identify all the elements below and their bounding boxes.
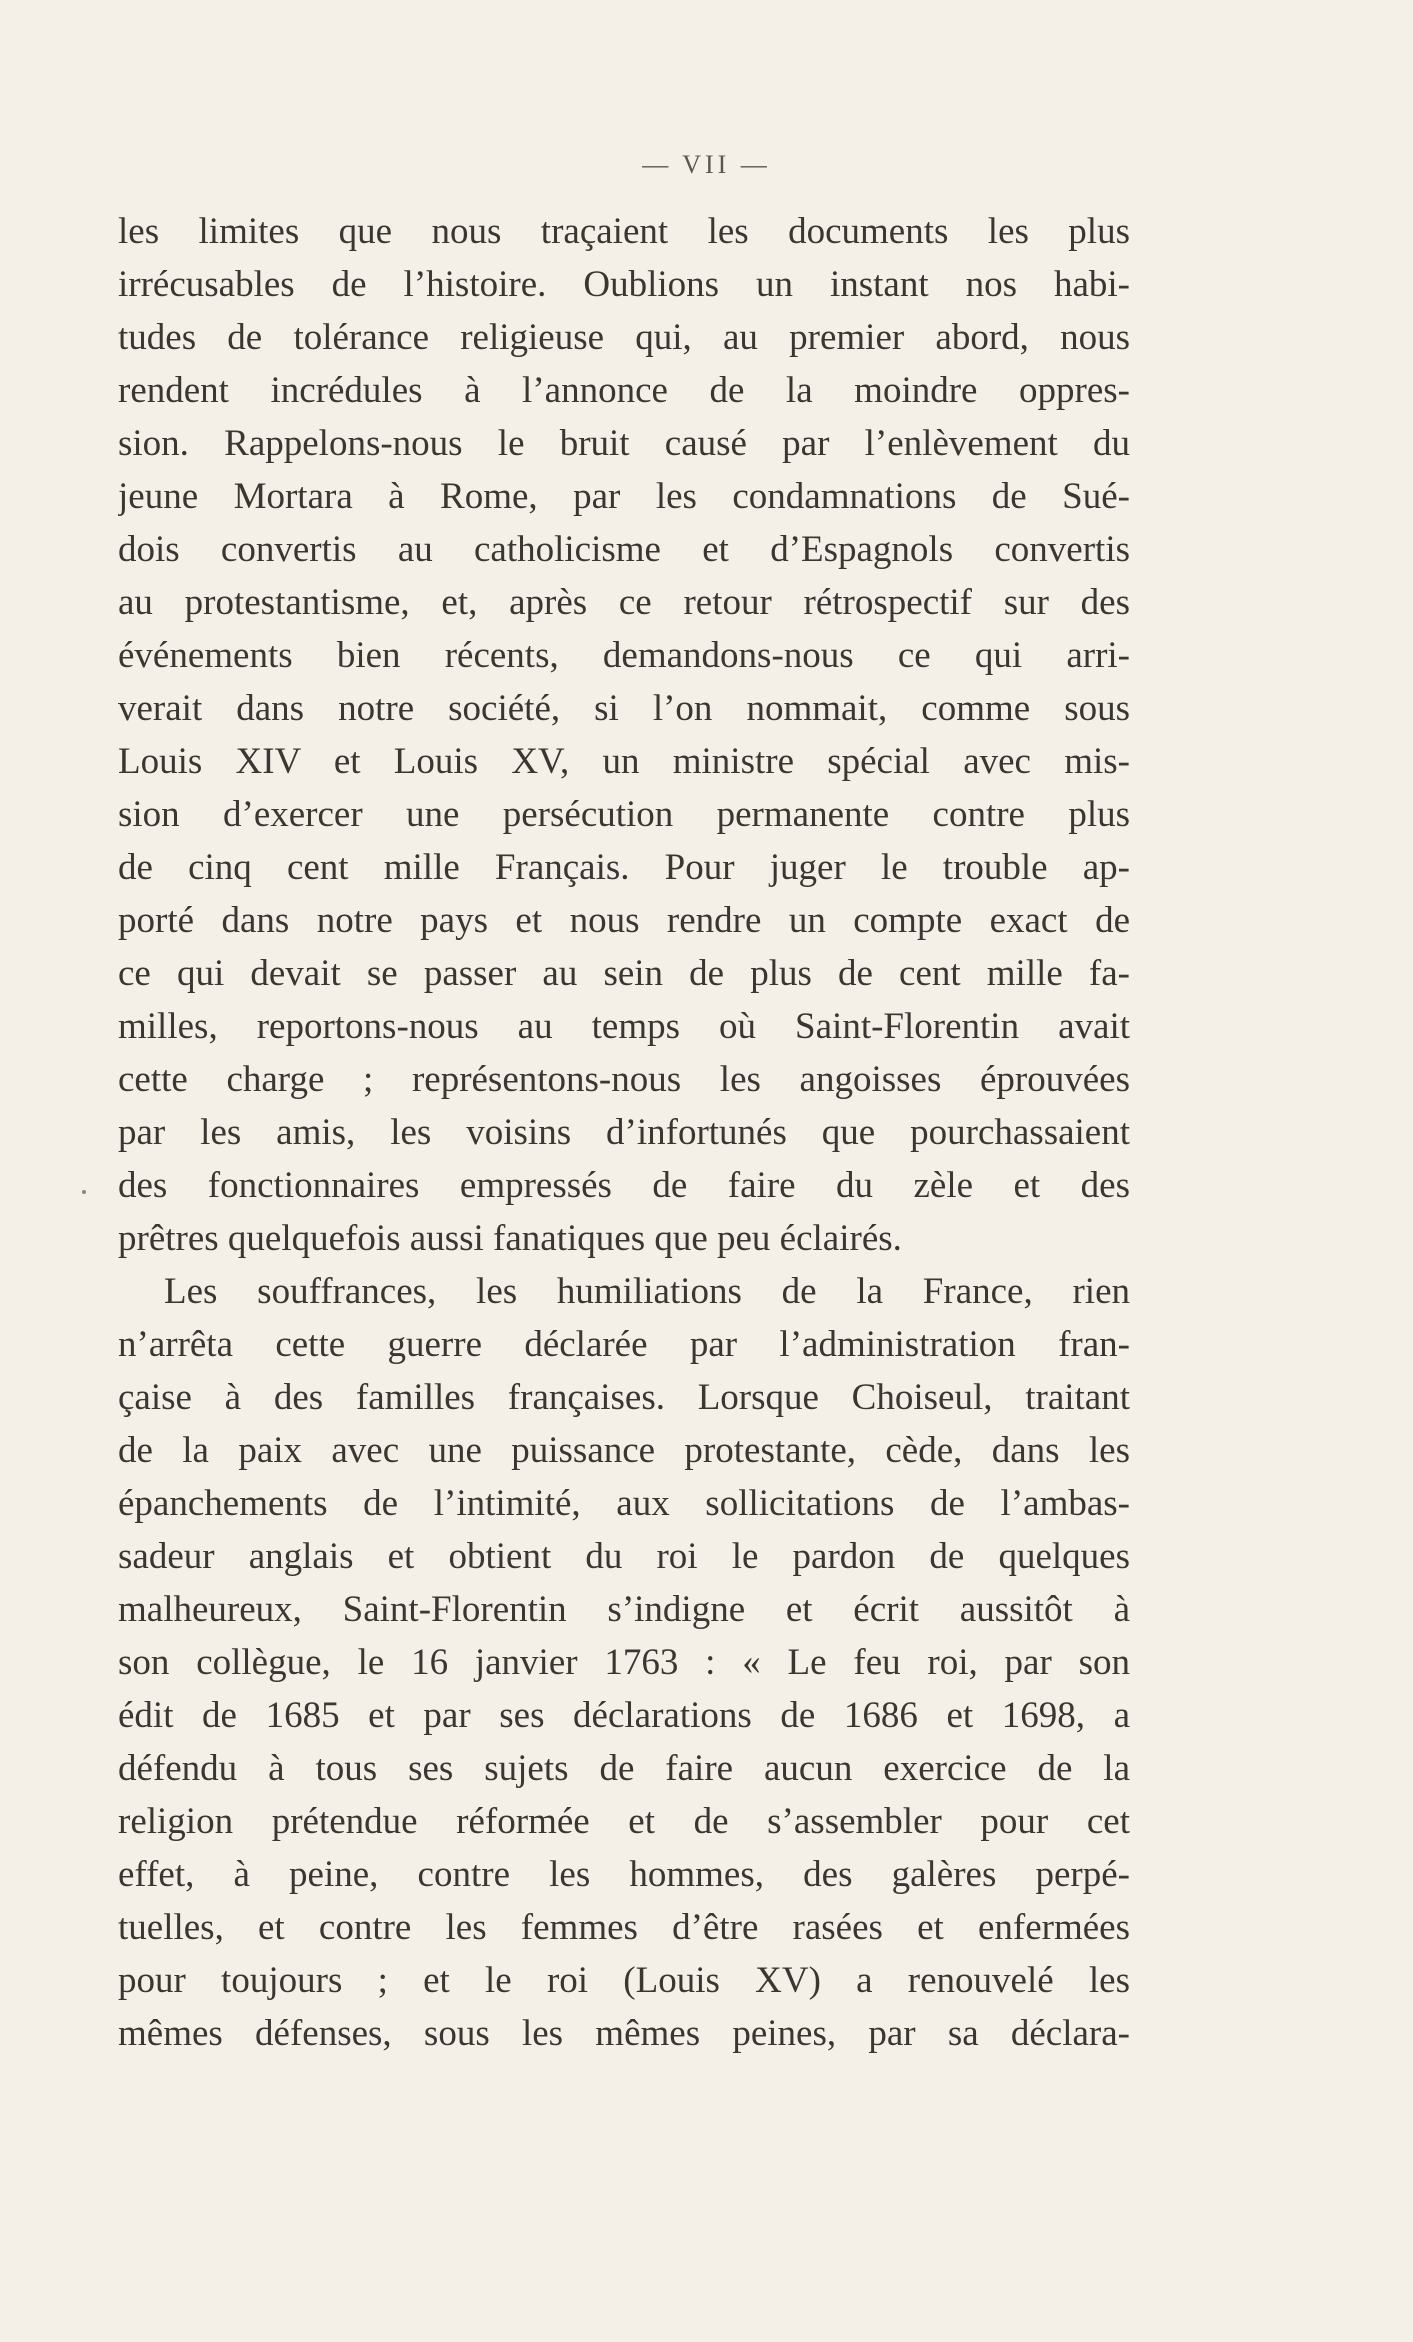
- text-line: de la paix avec une puissance protestante, cède, dans les: [118, 1430, 1130, 1471]
- text-line: milles, reportons-nous au temps où Saint-Florentin avait: [118, 1006, 1130, 1047]
- text-line: sadeur anglais et obtient du roi le pardon de quelques: [118, 1536, 1130, 1577]
- text-line: événements bien récents, demandons-nous ce qui arri-: [118, 635, 1130, 676]
- text-line: tudes de tolérance religieuse qui, au premier abord, nous: [118, 317, 1130, 358]
- text-line: édit de 1685 et par ses déclarations de 1686 et 1698, a: [118, 1695, 1130, 1736]
- text-line: épanchements de l’intimité, aux sollicitations de l’ambas-: [118, 1483, 1130, 1524]
- text-line: n’arrêta cette guerre déclarée par l’administration fran-: [118, 1324, 1130, 1365]
- text-line: pour toujours ; et le roi (Louis XV) a renouvelé les: [118, 1960, 1130, 2001]
- text-line: Louis XIV et Louis XV, un ministre spécial avec mis-: [118, 741, 1130, 782]
- text-line: dois convertis au catholicisme et d’Espagnols convertis: [118, 529, 1130, 570]
- text-line: défendu à tous ses sujets de faire aucun exercice de la: [118, 1748, 1130, 1789]
- text-line: effet, à peine, contre les hommes, des galères perpé-: [118, 1854, 1130, 1895]
- text-line: irrécusables de l’histoire. Oublions un instant nos habi-: [118, 264, 1130, 305]
- text-line: sion d’exercer une persécution permanente contre plus: [118, 794, 1130, 835]
- page-number: — VII —: [642, 150, 771, 179]
- text-line: des fonctionnaires empressés de faire du zèle et des: [118, 1165, 1130, 1206]
- text-line: tuelles, et contre les femmes d’être rasées et enfermées: [118, 1907, 1130, 1948]
- text-line: cette charge ; représentons-nous les angoisses éprouvées: [118, 1059, 1130, 1100]
- text-line: prêtres quelquefois aussi fanatiques que peu éclairés.: [118, 1218, 902, 1259]
- text-line: porté dans notre pays et nous rendre un compte exact de: [118, 900, 1130, 941]
- text-line: mêmes défenses, sous les mêmes peines, par sa déclara-: [118, 2013, 1130, 2054]
- text-line: verait dans notre société, si l’on nommait, comme sous: [118, 688, 1130, 729]
- text-line: rendent incrédules à l’annonce de la moindre oppres-: [118, 370, 1130, 411]
- text-line: son collègue, le 16 janvier 1763 : « Le feu roi, par son: [118, 1642, 1130, 1683]
- text-line: les limites que nous traçaient les documents les plus: [118, 211, 1130, 252]
- text-line: ce qui devait se passer au sein de plus de cent mille fa-: [118, 953, 1130, 994]
- text-line: religion prétendue réformée et de s’assembler pour cet: [118, 1801, 1130, 1842]
- text-line: Les souffrances, les humiliations de la France, rien: [164, 1271, 1130, 1312]
- text-line: de cinq cent mille Français. Pour juger le trouble ap-: [118, 847, 1130, 888]
- margin-speck: [82, 1190, 86, 1194]
- text-line: malheureux, Saint-Florentin s’indigne et écrit aussitôt à: [118, 1589, 1130, 1630]
- text-line: au protestantisme, et, après ce retour rétrospectif sur des: [118, 582, 1130, 623]
- body-text: [118, 205, 1130, 2060]
- text-line: jeune Mortara à Rome, par les condamnations de Sué-: [118, 476, 1130, 517]
- text-line: par les amis, les voisins d’infortunés que pourchassaient: [118, 1112, 1130, 1153]
- text-line: çaise à des familles françaises. Lorsque Choiseul, traitant: [118, 1377, 1130, 1418]
- text-line: sion. Rappelons-nous le bruit causé par l’enlèvement du: [118, 423, 1130, 464]
